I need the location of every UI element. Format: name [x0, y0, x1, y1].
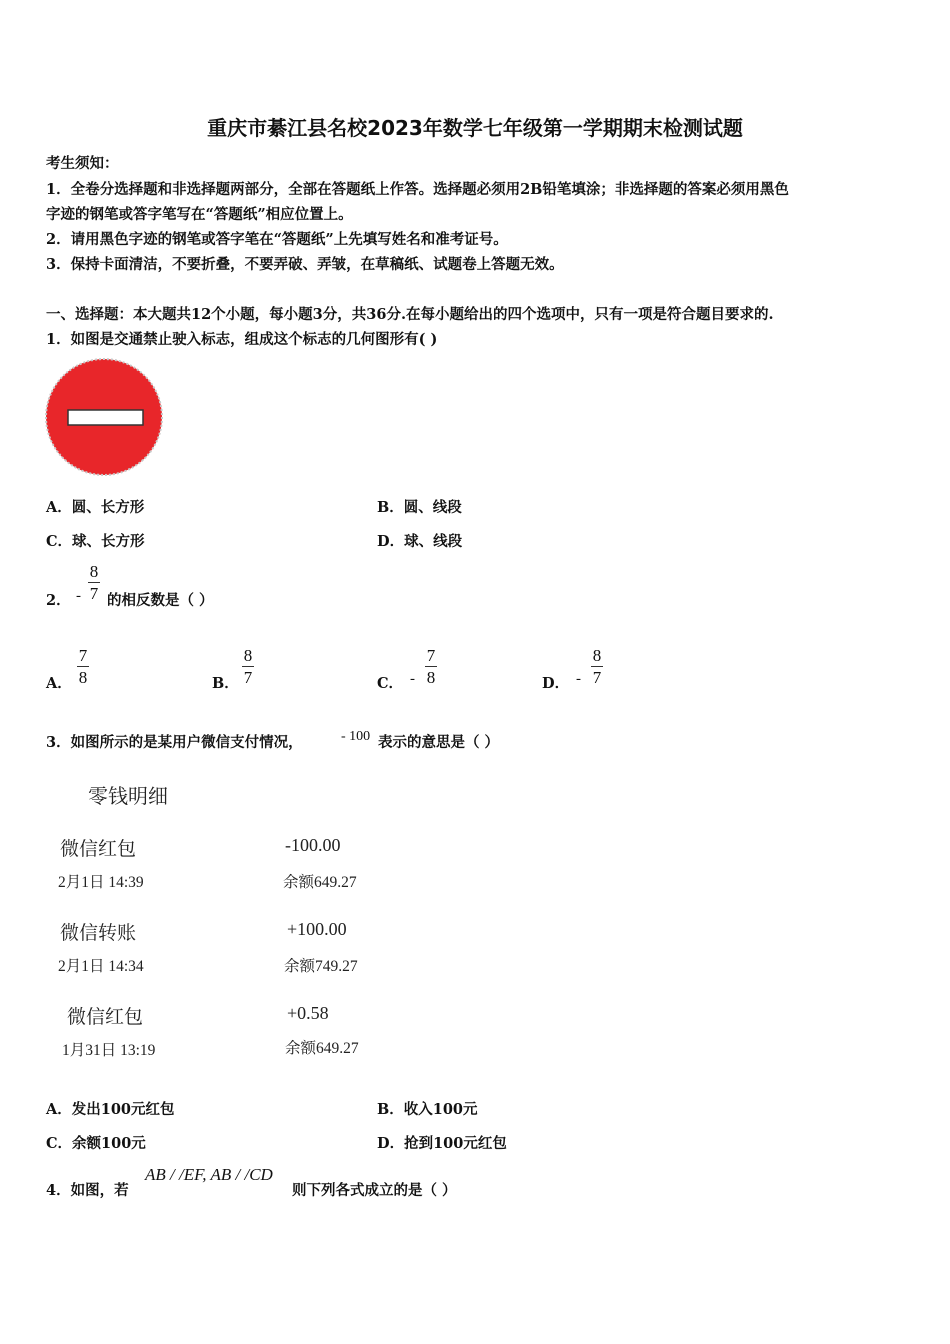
- fraction-denominator: 7: [243, 668, 253, 687]
- fraction-denominator: 7: [592, 668, 602, 687]
- wallet-record-balance: 余额649.27: [285, 1040, 359, 1057]
- wallet-record-balance: 余额649.27: [283, 874, 357, 891]
- page-title: 重庆市綦江县名校2023年数学七年级第一学期期末检测试题: [207, 116, 743, 140]
- question-3-option-d: D．抢到100元红包: [377, 1135, 507, 1152]
- question-3-option-a: A．发出100元红包: [46, 1101, 175, 1118]
- question-3-stem-end: 表示的意思是（ ）: [378, 734, 500, 751]
- question-1-stem: 1．如图是交通禁止驶入标志，组成这个标志的几何图形有( ): [46, 331, 438, 348]
- fraction-numerator: 8: [243, 646, 253, 665]
- fraction-bar: [88, 582, 100, 583]
- question-2-minus: -: [76, 588, 81, 604]
- section-heading: 一、选择题：本大题共12个小题，每小题3分，共36分.在每小题给出的四个选项中，只有一项是符合题目要求的.: [46, 306, 774, 323]
- wallet-record-name: 微信红包: [67, 1007, 144, 1028]
- sign-bar: [68, 410, 143, 425]
- wallet-record-amount: +0.58: [287, 1003, 329, 1023]
- question-1-option-a: A．圆、长方形: [46, 499, 145, 516]
- no-entry-sign-image: [44, 358, 166, 478]
- question-2-number: 2．: [46, 592, 71, 609]
- question-2-option-c-label: C．: [377, 675, 404, 692]
- fraction-numerator: 8: [592, 646, 602, 665]
- question-2-option-d-fraction: [591, 646, 603, 687]
- fraction-bar: [591, 666, 603, 667]
- notice-item-3: 3．保持卡面清洁，不要折叠，不要弄破、弄皱，在草稿纸、试题卷上答题无效。: [46, 256, 564, 273]
- wallet-record-time: 2月1日 14:34: [58, 958, 144, 975]
- fraction-denominator: 7: [89, 584, 99, 603]
- fraction-bar: [425, 666, 437, 667]
- question-2-option-b-label: B．: [212, 675, 239, 692]
- wallet-record-balance: 余额749.27: [284, 958, 358, 975]
- question-2-stem: 的相反数是（ ）: [107, 592, 214, 609]
- notice-item-1-line-1: 1．全卷分选择题和非选择题两部分，全部在答题纸上作答。选择题必须用2B铅笔填涂；非选择题的答案必须用黑色: [46, 181, 789, 198]
- question-2-option-c-minus: -: [410, 671, 415, 687]
- fraction-numerator: 7: [78, 646, 88, 665]
- fraction-numerator: 7: [426, 646, 436, 665]
- question-2-option-b-fraction: [242, 646, 254, 687]
- fraction-denominator: 8: [78, 668, 88, 687]
- question-4-stem-end: 则下列各式成立的是（ ）: [292, 1182, 457, 1199]
- wallet-record-amount: +100.00: [287, 919, 347, 939]
- question-2-option-c-fraction: [425, 646, 437, 687]
- question-3-math: - 100: [341, 729, 371, 744]
- wallet-record-time: 2月1日 14:39: [58, 874, 144, 891]
- question-2-fraction: [88, 562, 100, 603]
- wallet-record-amount: -100.00: [285, 835, 341, 855]
- notice-item-1-line-2: 字迹的钢笔或答字笔写在“答题纸”相应位置上。: [46, 206, 353, 223]
- wallet-record-time: 1月31日 13:19: [62, 1042, 156, 1059]
- question-3-option-b: B．收入100元: [377, 1101, 478, 1118]
- notice-heading: 考生须知：: [46, 155, 119, 172]
- question-2-option-a-fraction: [77, 646, 89, 687]
- fraction-bar: [242, 666, 254, 667]
- question-1-option-b: B．圆、线段: [377, 499, 462, 516]
- question-4-math: AB / /EF, AB / /CD: [145, 1165, 273, 1184]
- fraction-denominator: 8: [426, 668, 436, 687]
- wallet-record-name: 微信红包: [60, 839, 137, 860]
- question-2-option-a-label: A．: [46, 675, 72, 692]
- question-2-option-d-minus: -: [576, 671, 581, 687]
- question-2-option-d-label: D．: [542, 675, 570, 692]
- fraction-bar: [77, 666, 89, 667]
- wallet-heading: 零钱明细: [88, 786, 168, 808]
- wallet-record-name: 微信转账: [60, 923, 137, 944]
- question-1-option-c: C．球、长方形: [46, 533, 145, 550]
- question-3-stem-start: 3．如图所示的是某用户微信支付情况，: [46, 734, 303, 751]
- question-4-stem-start: 4．如图，若: [46, 1182, 129, 1199]
- question-1-option-d: D．球、线段: [377, 533, 463, 550]
- question-3-option-c: C．余额100元: [46, 1135, 146, 1152]
- fraction-numerator: 8: [89, 562, 99, 581]
- notice-item-2: 2．请用黑色字迹的钢笔或答字笔在“答题纸”上先填写姓名和准考证号。: [46, 231, 508, 248]
